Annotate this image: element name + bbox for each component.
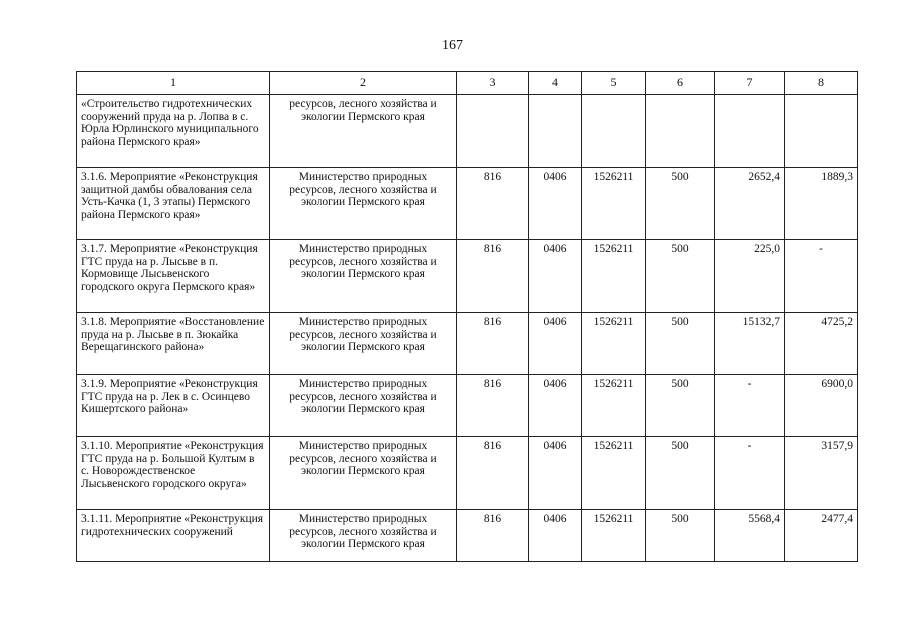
cell-col4: 0406	[529, 168, 582, 240]
column-header: 6	[646, 72, 715, 95]
cell-col5: 1526211	[582, 240, 646, 313]
cell-col6: 500	[646, 168, 715, 240]
cell-col7: 2652,4	[715, 168, 785, 240]
responsible-org-cell: Министерство природных ресурсов, лесного хозяйства и экологии Пермского края	[270, 240, 457, 313]
cell-col7: 225,0	[715, 240, 785, 313]
measure-name-cell: 3.1.10. Мероприятие «Реконструкция ГТС пруда на р. Большой Култым в с. Новорождественское Лысьвенского городского округа»	[77, 437, 270, 510]
cell-col4: 0406	[529, 240, 582, 313]
measure-name-cell: «Строительство гидротехнических сооружений пруда на р. Лопва в с. Юрла Юрлинского муниципального района Пермского края»	[77, 95, 270, 168]
column-header: 7	[715, 72, 785, 95]
cell-col7: -	[715, 437, 785, 510]
cell-col8: -	[785, 240, 858, 313]
cell-col8	[785, 95, 858, 168]
cell-col8: 6900,0	[785, 375, 858, 437]
responsible-org-cell: Министерство природных ресурсов, лесного хозяйства и экологии Пермского края	[270, 437, 457, 510]
cell-col3: 816	[457, 313, 529, 375]
cell-col7: 15132,7	[715, 313, 785, 375]
table-row	[77, 95, 858, 168]
column-header: 2	[270, 72, 457, 95]
cell-col4: 0406	[529, 510, 582, 562]
column-header: 4	[529, 72, 582, 95]
cell-col5: 1526211	[582, 437, 646, 510]
cell-col4: 0406	[529, 313, 582, 375]
cell-col3: 816	[457, 437, 529, 510]
cell-col6: 500	[646, 510, 715, 562]
responsible-org-cell: Министерство природных ресурсов, лесного хозяйства и экологии Пермского края	[270, 168, 457, 240]
cell-col3: 816	[457, 168, 529, 240]
cell-col8: 2477,4	[785, 510, 858, 562]
cell-col7	[715, 95, 785, 168]
header-row	[77, 72, 858, 95]
cell-col5: 1526211	[582, 168, 646, 240]
measure-name-cell: 3.1.6. Мероприятие «Реконструкция защитной дамбы обвалования села Усть-Качка (1, 3 этапы) Пермского района Пермского края»	[77, 168, 270, 240]
cell-col5: 1526211	[582, 313, 646, 375]
cell-col7: -	[715, 375, 785, 437]
cell-col4: 0406	[529, 375, 582, 437]
cell-col5: 1526211	[582, 510, 646, 562]
table-row	[77, 510, 858, 562]
responsible-org-cell: Министерство природных ресурсов, лесного хозяйства и экологии Пермского края	[270, 313, 457, 375]
responsible-org-cell: Министерство природных ресурсов, лесного хозяйства и экологии Пермского края	[270, 375, 457, 437]
table-row	[77, 168, 858, 240]
cell-col5	[582, 95, 646, 168]
column-header: 3	[457, 72, 529, 95]
cell-col7: 5568,4	[715, 510, 785, 562]
responsible-org-cell: Министерство природных ресурсов, лесного хозяйства и экологии Пермского края	[270, 510, 457, 562]
table-row	[77, 375, 858, 437]
cell-col3: 816	[457, 510, 529, 562]
measure-name-cell: 3.1.11. Мероприятие «Реконструкция гидротехнических сооружений	[77, 510, 270, 562]
program-table	[76, 71, 858, 562]
column-header: 1	[77, 72, 270, 95]
measure-name-cell: 3.1.7. Мероприятие «Реконструкция ГТС пруда на р. Лысьве в п. Кормовище Лысьвенского городского округа Пермского края»	[77, 240, 270, 313]
cell-col6: 500	[646, 313, 715, 375]
cell-col8: 4725,2	[785, 313, 858, 375]
cell-col3	[457, 95, 529, 168]
cell-col6: 500	[646, 240, 715, 313]
cell-col6	[646, 95, 715, 168]
column-header: 8	[785, 72, 858, 95]
table-row	[77, 437, 858, 510]
cell-col5: 1526211	[582, 375, 646, 437]
cell-col6: 500	[646, 375, 715, 437]
cell-col6: 500	[646, 437, 715, 510]
table-row	[77, 240, 858, 313]
cell-col4	[529, 95, 582, 168]
responsible-org-cell: ресурсов, лесного хозяйства и экологии Пермского края	[270, 95, 457, 168]
measure-name-cell: 3.1.9. Мероприятие «Реконструкция ГТС пруда на р. Лек в с. Осинцево Кишертского района»	[77, 375, 270, 437]
cell-col3: 816	[457, 375, 529, 437]
measure-name-cell: 3.1.8. Мероприятие «Восстановление пруда на р. Лысьве в п. Зюкайка Верещагинского района»	[77, 313, 270, 375]
cell-col8: 1889,3	[785, 168, 858, 240]
page-number: 167	[442, 38, 463, 53]
table-row	[77, 313, 858, 375]
cell-col4: 0406	[529, 437, 582, 510]
cell-col8: 3157,9	[785, 437, 858, 510]
cell-col3: 816	[457, 240, 529, 313]
column-header: 5	[582, 72, 646, 95]
